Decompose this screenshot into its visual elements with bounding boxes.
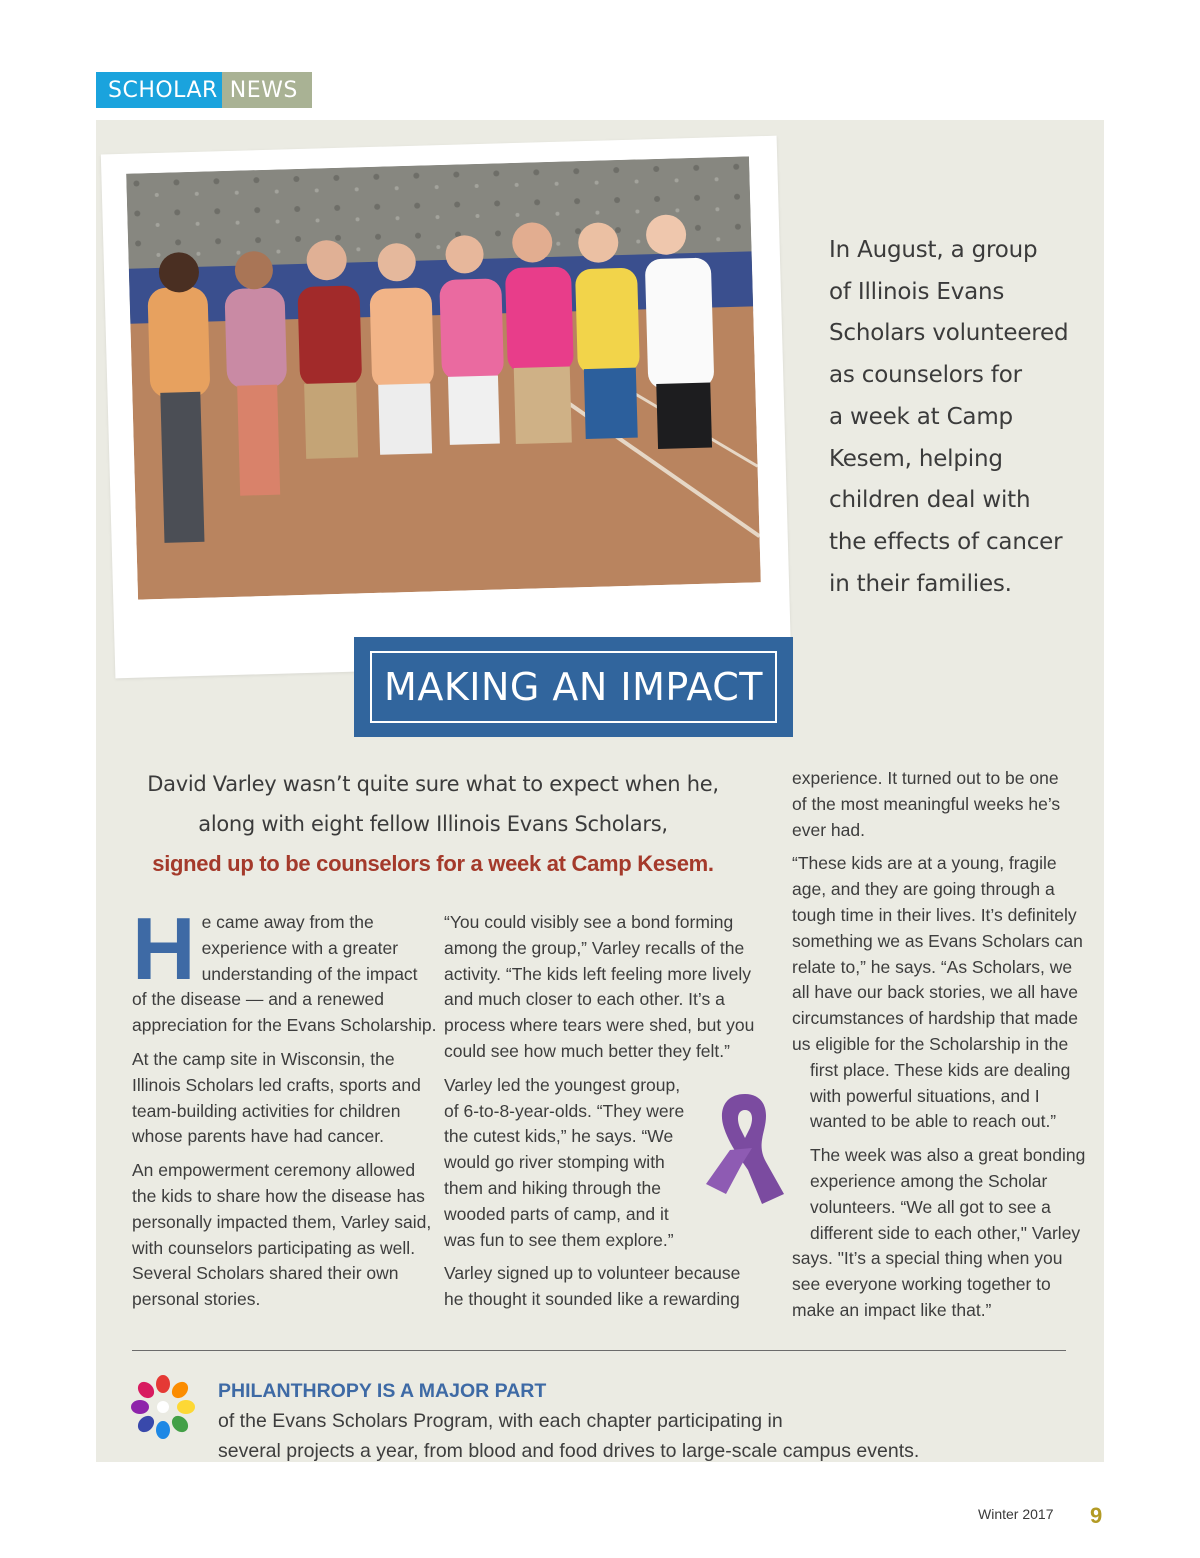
deck-highlight: signed up to be counselors for a week at Camp Kesem. <box>152 851 714 876</box>
section-tag-news: NEWS <box>222 72 312 108</box>
deck-line-2: along with eight fellow Illinois Evans Scholars, <box>198 812 668 836</box>
paragraph: “You could visibly see a bond forming among the group,” Varley recalls of the activity. “The kids left feeling more lively and much closer to each other. It’s a process where tears were shed, but you could see how much better they felt.” <box>444 912 755 1061</box>
headline-frame <box>370 651 777 723</box>
paragraph: “These kids are at a young, fragile age, and they are going through a tough time in their lives. It’s definitely something we as Evans Scholars can relate to,” he says. “As Scholars, we all have our back stories, we all have circumstances of hardship that made us eligible for the Scholarship in the first place. These kids are dealing with powerful situations, and I wanted to be able to reach out.” <box>792 853 1083 1132</box>
column-2 <box>444 910 755 1321</box>
paragraph: Varley led the youngest group, of 6-to-8-year-olds. “They were the cutest kids,” he says. “We would go river stomping with them and hiking through the wooded parts of camp, and it was fun to see them explore.” <box>444 1074 685 1250</box>
issue-label: Winter 2017 <box>978 1506 1054 1522</box>
headline-box <box>354 637 793 737</box>
deck <box>128 764 738 884</box>
section-tag <box>96 72 312 108</box>
deck-line-1: David Varley wasn’t quite sure what to expect when he, <box>147 772 719 796</box>
paragraph: Varley signed up to volunteer because he thought it sounded like a rewarding <box>444 1263 741 1310</box>
column-3 <box>792 766 1086 1332</box>
headline: MAKING AN IMPACT <box>384 665 763 709</box>
divider <box>132 1350 1066 1351</box>
column-1 <box>132 899 437 1321</box>
section-tag-scholar: SCHOLAR <box>96 72 222 108</box>
philanthropy-note: PHILANTHROPY IS A MAJOR PART of the Evans Scholars Program, with each chapter participating in several projects a year, from blood and food drives to large-scale campus events. <box>218 1380 920 1462</box>
paragraph: H e came away from the experience with a greater understanding of the impact of the disease — and a renewed appreciation for the Evans Scholarship. <box>132 899 437 1036</box>
paragraph: experience. It turned out to be one of the most meaningful weeks he’s ever had. <box>792 768 1061 840</box>
paragraph: The week was also a great bonding experience among the Scholar volunteers. “We all got to see a different side to each other," Varley says. "It’s a special thing when you see everyone working together to make an impact like that.” <box>792 1145 1086 1320</box>
group-photo-illustration <box>126 156 761 599</box>
paragraph: An empowerment ceremony allowed the kids to share how the disease has personally impacted them, Varley said, with counselors participating as well. Several Scholars shared their own personal stories. <box>132 1160 432 1310</box>
group-photo <box>126 156 761 599</box>
purple-ribbon-icon <box>700 1088 790 1208</box>
paragraph: At the camp site in Wisconsin, the Illinois Scholars led crafts, sports and team-building activities for children whose parents have had cancer. <box>132 1048 421 1147</box>
intro-caption: In August, a group of Illinois Evans Scholars volunteered as counselors for a week at Camp Kesem, helping children deal with the effects of cancer in their families. <box>829 237 1069 597</box>
philanthropy-lead: PHILANTHROPY IS A MAJOR PART <box>218 1380 547 1402</box>
hands-circle-icon <box>128 1372 198 1442</box>
drop-cap: H <box>132 899 196 998</box>
page-number: 9 <box>1090 1503 1103 1528</box>
